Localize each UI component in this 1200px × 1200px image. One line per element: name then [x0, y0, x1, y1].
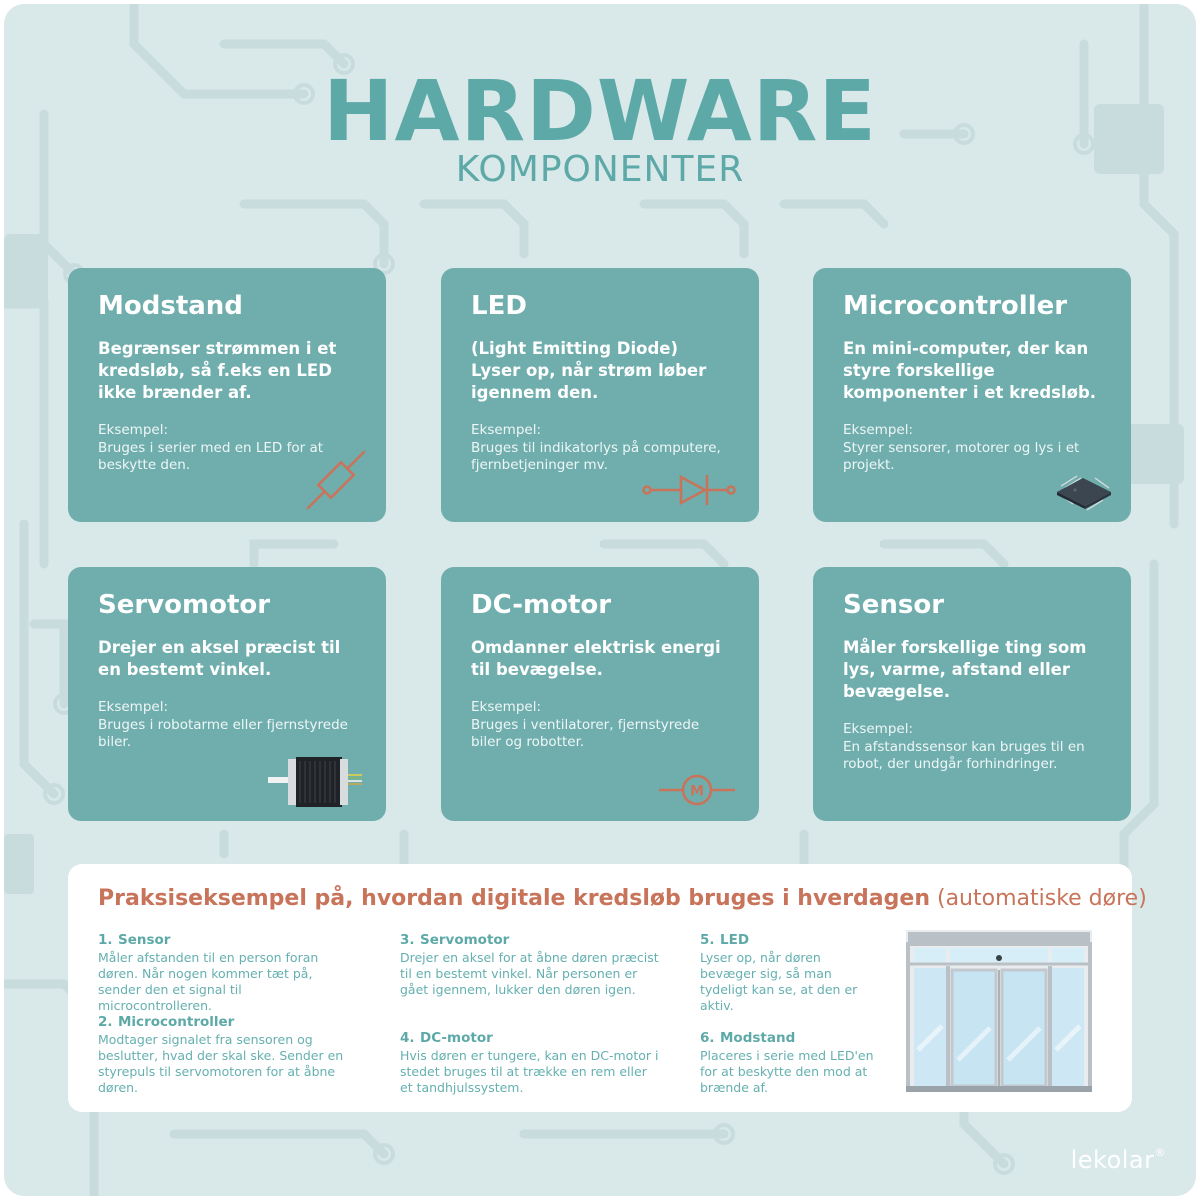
card-example-text: Bruges i serier med en LED for at beskytte den.	[98, 439, 324, 473]
card-servomotor	[68, 567, 386, 821]
card-led	[441, 268, 759, 522]
lekolar-logo: lekolar®	[1070, 1146, 1166, 1174]
step-title: 3. Servomotor	[400, 932, 510, 948]
practice-heading-main: Praksiseksempel på, hvordan digitale kredsløb bruges i hverdagen	[98, 886, 930, 911]
resistor-icon	[304, 448, 368, 512]
practice-step	[700, 1030, 880, 1096]
card-example-text: Bruges til indikatorlys på computere, fjernbetjeninger mv.	[471, 439, 721, 473]
step-title: 4. DC-motor	[400, 1030, 493, 1046]
step-text: Måler afstanden til en person foran døren. Når nogen kommer tæt på, sender den et signal til microcontrolleren.	[98, 950, 319, 1013]
practice-step	[400, 1030, 660, 1096]
practice-example-panel	[68, 864, 1147, 1112]
servo-motor-icon	[266, 753, 366, 809]
page-title: HARDWARE	[323, 62, 877, 160]
card-description	[471, 338, 733, 404]
card-microcontroller	[813, 268, 1131, 522]
step-text: Modtager signalet fra sensoren og beslutter, hvad der skal ske. Sender en styrepuls til servomotoren for at åbne døren.	[98, 1032, 344, 1095]
step-title: 5. LED	[700, 932, 750, 948]
card-example-text: En afstandssensor kan bruges til en robot, der undgår forhindringer.	[843, 738, 1085, 772]
card-example-label: Eksempel:	[471, 422, 542, 438]
card-title: Modstand	[98, 291, 243, 321]
step-title: 6. Modstand	[700, 1030, 796, 1046]
automatic-door-image	[906, 930, 1092, 1092]
card-title: Servomotor	[98, 590, 271, 620]
card-description: Måler forskellige ting som lys, varme, afstand eller bevægelse.	[843, 638, 1087, 701]
step-text: Drejer en aksel for at åbne døren præcist til en bestemt vinkel. Når personen er gået igennem, lukker den døren igen.	[400, 950, 659, 997]
motor-symbol-icon	[657, 773, 737, 807]
step-text: Hvis døren er tungere, kan en DC-motor i stedet bruges til at trække en rem eller et tandhjulssystem.	[400, 1048, 659, 1095]
poster	[4, 4, 1196, 1196]
card-description: Begrænser strømmen i et kredsløb, så f.eks en LED ikke brænder af.	[98, 339, 337, 402]
card-description-line: Lyser op, når strøm løber igennem den.	[471, 361, 707, 402]
motor-symbol-letter: M	[690, 783, 704, 800]
step-title: 2. Microcontroller	[98, 1014, 235, 1030]
practice-step	[400, 932, 660, 998]
chip-icon	[1053, 472, 1115, 512]
card-title: Sensor	[843, 590, 945, 620]
card-example-label: Eksempel:	[98, 699, 169, 715]
card-example-label: Eksempel:	[471, 699, 542, 715]
card-modstand	[68, 268, 386, 522]
card-example-text: Styrer sensorer, motorer og lys i et projekt.	[843, 439, 1080, 473]
card-example-text: Bruges i ventilatorer, fjernstyrede biler og robotter.	[471, 716, 700, 750]
card-example-label: Eksempel:	[98, 422, 169, 438]
card-sensor	[813, 567, 1131, 821]
diode-icon	[641, 472, 737, 508]
step-title: 1. Sensor	[98, 932, 171, 948]
card-example-label: Eksempel:	[843, 422, 914, 438]
card-title: LED	[471, 291, 527, 321]
practice-heading	[98, 884, 1147, 914]
page-subtitle: KOMPONENTER	[455, 149, 745, 190]
practice-step	[700, 932, 880, 1014]
practice-step	[98, 932, 358, 1014]
card-dc-motor	[441, 567, 759, 821]
card-example-label: Eksempel:	[843, 721, 914, 737]
card-description: Drejer en aksel præcist til en bestemt vinkel.	[98, 638, 341, 679]
practice-heading-extra: (automatiske døre)	[936, 886, 1147, 911]
card-title: Microcontroller	[843, 291, 1068, 321]
card-description-line: (Light Emitting Diode)	[471, 339, 678, 358]
card-description: Omdanner elektrisk energi til bevægelse.	[471, 638, 721, 679]
practice-step	[98, 1014, 358, 1096]
card-title: DC-motor	[471, 590, 612, 620]
card-description: En mini-computer, der kan styre forskellige komponenter i et kredsløb.	[843, 339, 1097, 402]
step-text: Lyser op, når døren bevæger sig, så man tydeligt kan se, at den er aktiv.	[700, 950, 858, 1013]
card-example-text: Bruges i robotarme eller fjernstyrede biler.	[98, 716, 348, 750]
step-text: Placeres i serie med LED'en for at beskytte den mod at brænde af.	[700, 1048, 874, 1095]
